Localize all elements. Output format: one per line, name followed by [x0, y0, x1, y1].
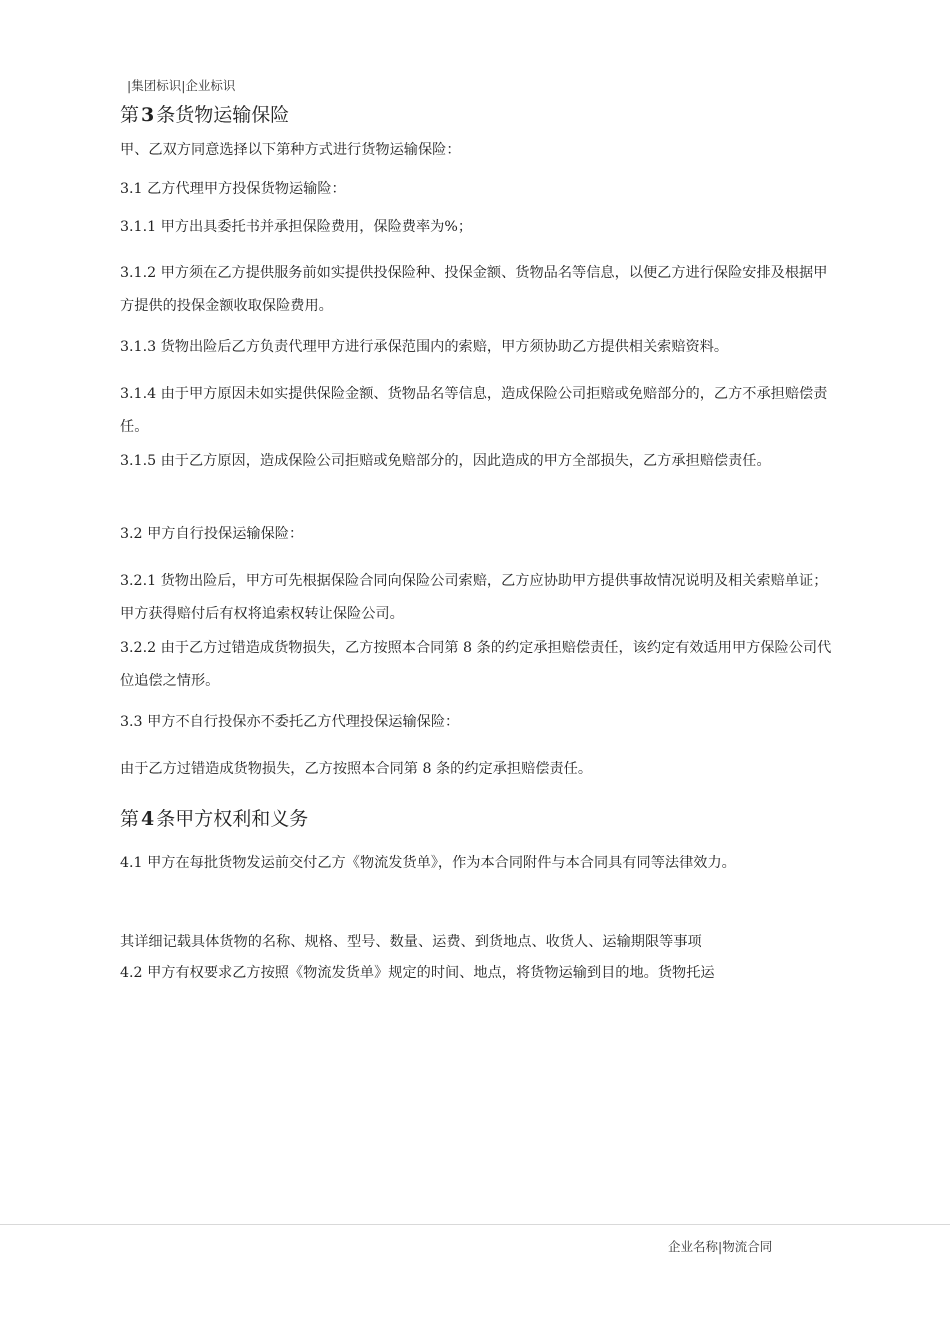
- clause-3-3-text: 由于乙方过错造成货物损失，乙方按照本合同第 8 条的约定承担赔偿责任。: [120, 761, 593, 777]
- footer-divider: [0, 1224, 950, 1225]
- clause-3-1-3: 3.1.3 货物出险后乙方负责代理甲方进行承保范围内的索赔，甲方须协助乙方提供相关索赔资料。: [120, 339, 729, 355]
- footer-text: 企业名称|物流合同: [668, 1239, 773, 1254]
- clause-3-3: 3.3 甲方不自行投保亦不委托乙方代理投保运输保险：: [120, 714, 460, 730]
- clause-3-1-1: 3.1.1 甲方出具委托书并承担保险费用，保险费率为%；: [120, 219, 473, 235]
- section-4-prefix: 第: [120, 808, 140, 830]
- clause-3-1-5: 3.1.5 由于乙方原因，造成保险公司拒赔或免赔部分的，因此造成的甲方全部损失，乙方承担赔偿责任。: [120, 453, 771, 469]
- clause-3-1: 3.1 乙方代理甲方投保货物运输险：: [120, 181, 346, 197]
- clause-3-2-1: 3.2.1 货物出险后，甲方可先根据保险合同向保险公司索赔，乙方应协助甲方提供事故情况说明及相关索赔单证；甲方获得赔付后有权将追索权转让保险公司。: [120, 573, 828, 622]
- clause-3-1-4: 3.1.4 由于甲方原因未如实提供保险金额、货物品名等信息，造成保险公司拒赔或免赔部分的，乙方不承担赔偿责任。: [120, 386, 828, 435]
- section-3-number: 3: [141, 104, 155, 126]
- clause-4-1: 4.1 甲方在每批货物发运前交付乙方《物流发货单》，作为本合同附件与本合同具有同等法律效力。: [120, 855, 736, 871]
- section-3-intro: 甲、乙双方同意选择以下第种方式进行货物运输保险：: [120, 142, 461, 158]
- clause-4-1-detail: 其详细记载具体货物的名称、规格、型号、数量、运费、到货地点、收货人、运输期限等事项: [120, 934, 702, 950]
- section-3-prefix: 第: [120, 104, 140, 126]
- header-company-mark: |集团标识|企业标识: [127, 78, 236, 93]
- section-4-title: 条甲方权利和义务: [156, 808, 309, 830]
- section-3-heading: [120, 103, 289, 127]
- clause-3-1-2: 3.1.2 甲方须在乙方提供服务前如实提供投保险种、投保金额、货物品名等信息，以便乙方进行保险安排及根据甲方提供的投保金额收取保险费用。: [120, 265, 828, 314]
- clause-3-2-2: 3.2.2 由于乙方过错造成货物损失，乙方按照本合同第 8 条的约定承担赔偿责任，该约定有效适用甲方保险公司代位追偿之情形。: [120, 640, 832, 689]
- section-3-title: 条货物运输保险: [156, 104, 290, 126]
- section-4-number: 4: [141, 808, 155, 830]
- clause-3-2: 3.2 甲方自行投保运输保险：: [120, 526, 304, 542]
- section-4-heading: [120, 807, 308, 831]
- clause-4-2: 4.2 甲方有权要求乙方按照《物流发货单》规定的时间、地点，将货物运输到目的地。货物托运: [120, 965, 715, 981]
